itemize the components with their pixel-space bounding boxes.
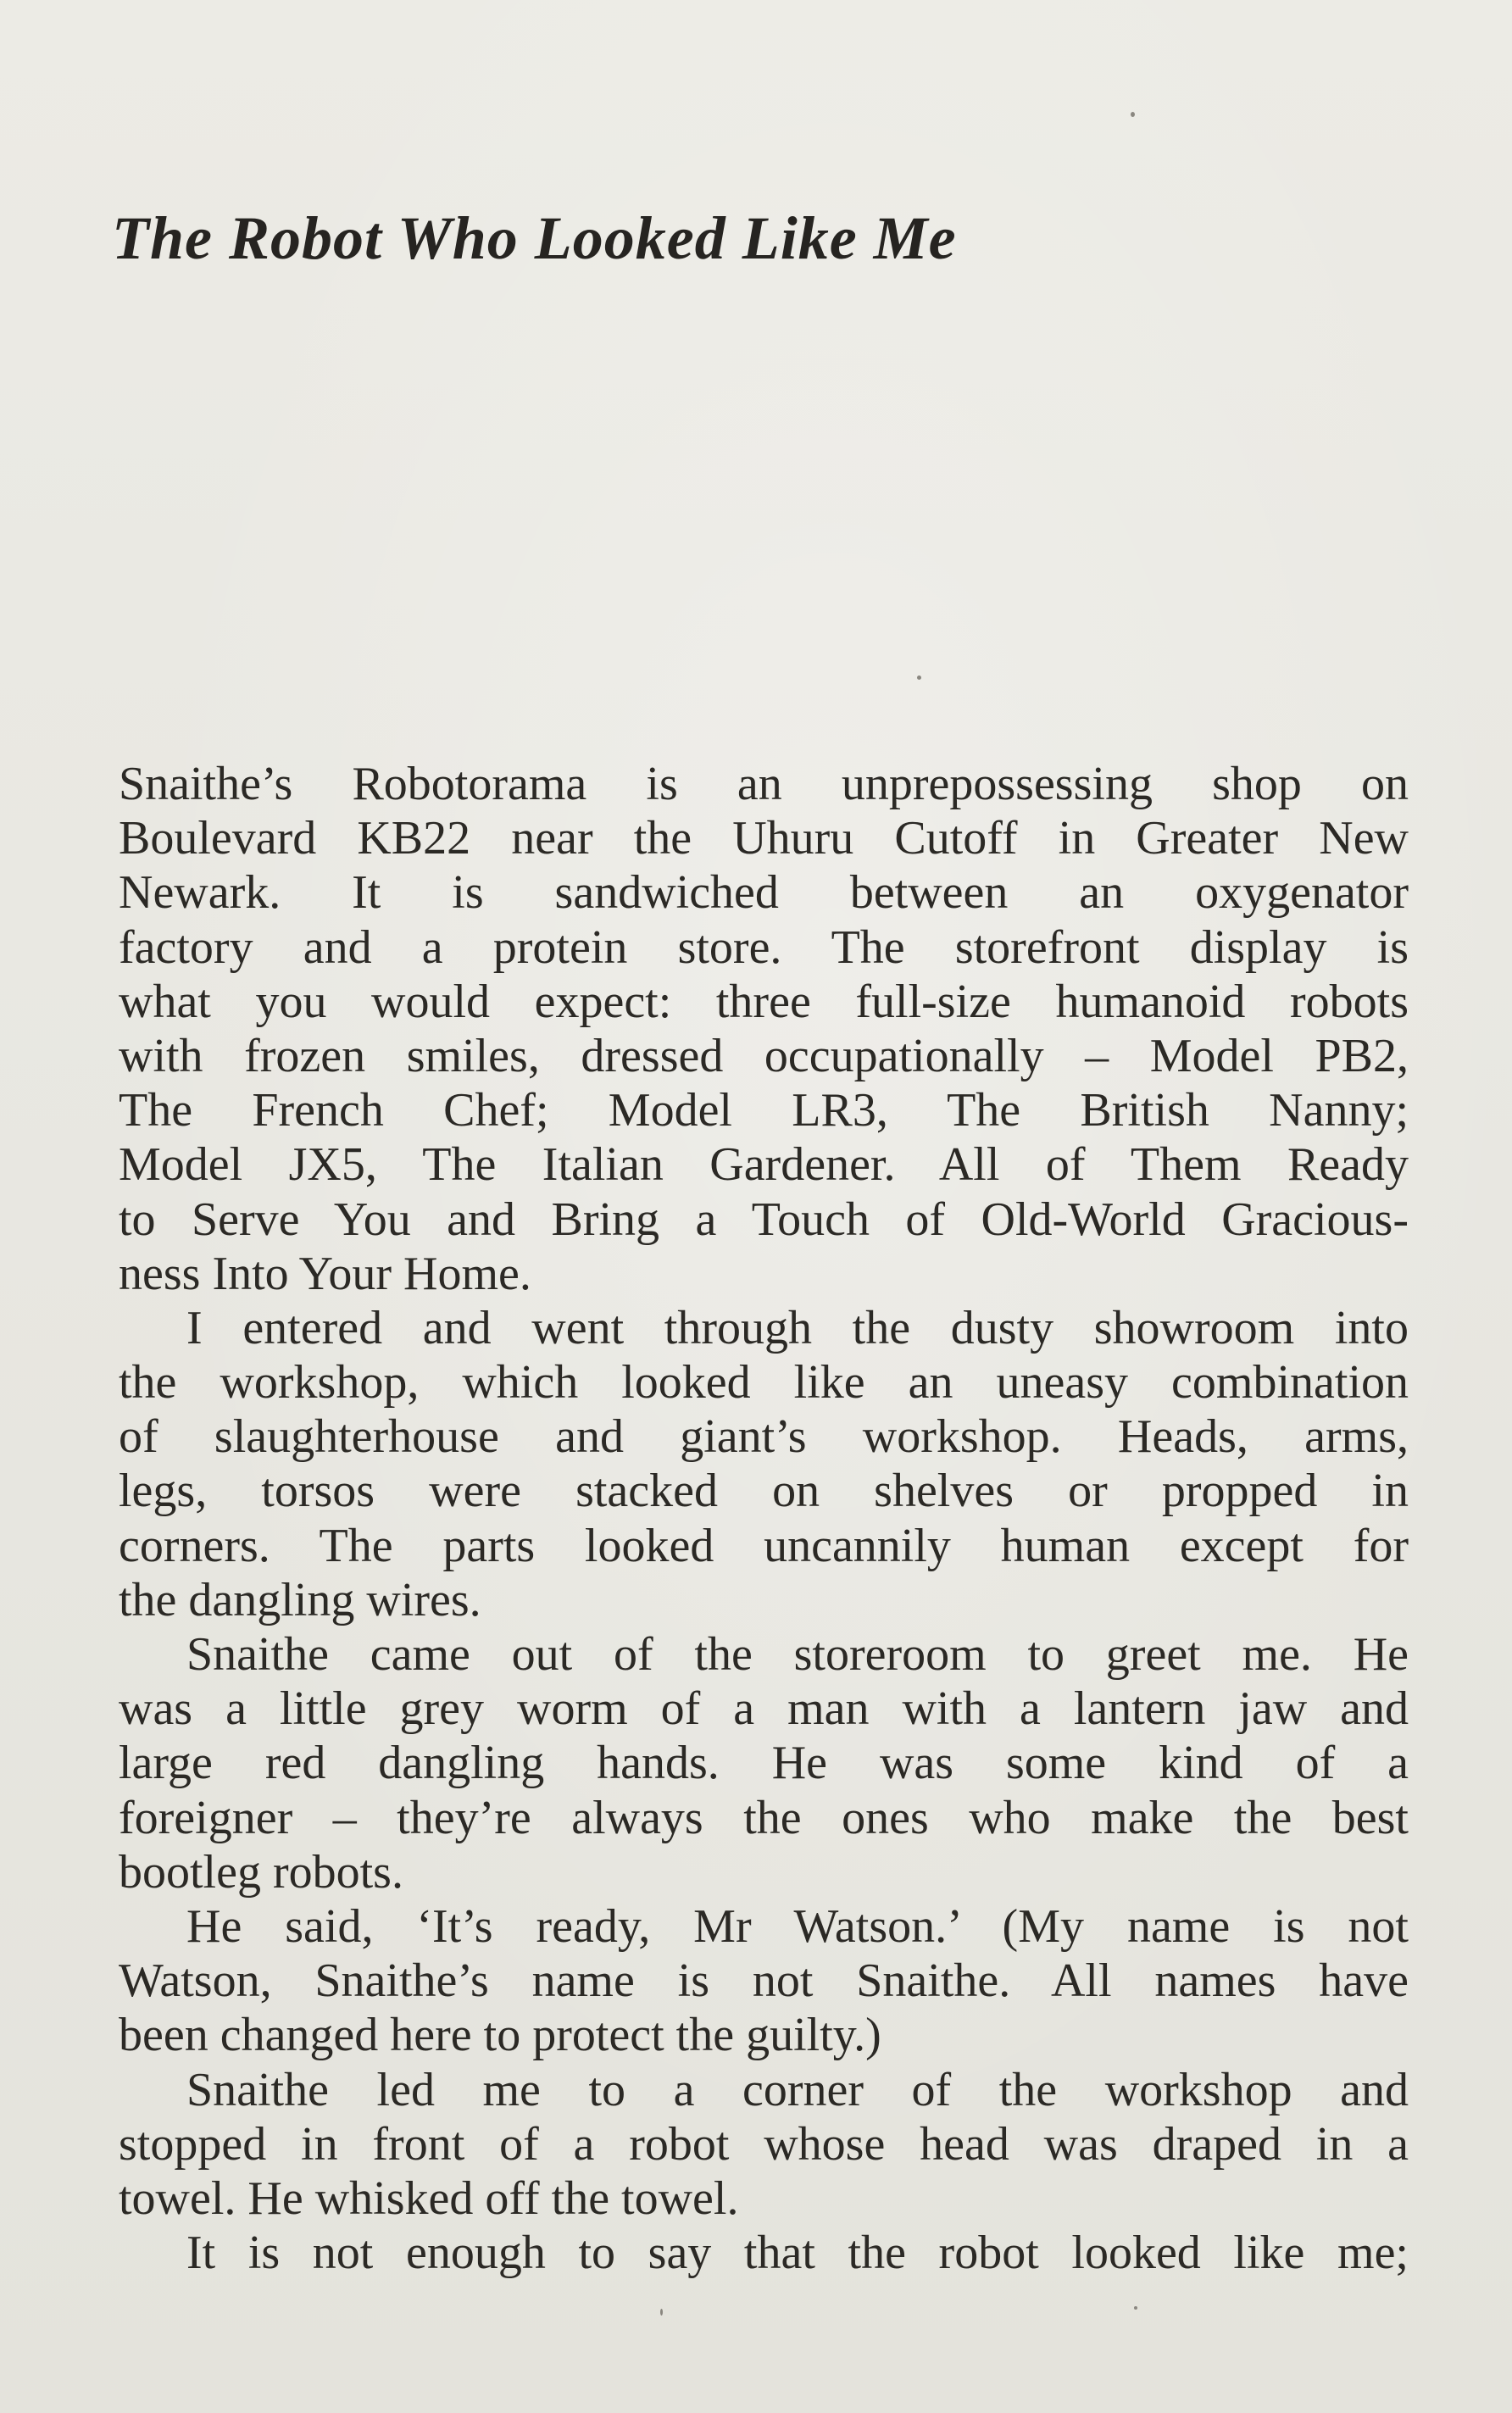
text-line: the workshop, which looked like an uneasy combination [119, 1356, 1409, 1409]
text-line: Newark. It is sandwiched between an oxygenator [119, 866, 1409, 920]
text-line: to Serve You and Bring a Touch of Old-World Gracious- [119, 1193, 1409, 1246]
text-line: corners. The parts looked uncannily human except for [119, 1519, 1409, 1572]
paper-speck [1134, 2306, 1137, 2310]
text-line: the dangling wires. [119, 1573, 481, 1626]
text-line: Model JX5, The Italian Gardener. All of Them Ready [119, 1138, 1409, 1192]
text-line: what you would expect: three full-size humanoid robots [119, 975, 1409, 1028]
text-line: ness Into Your Home. [119, 1247, 531, 1300]
text-line: Snaithe came out of the storeroom to greet me. He [186, 1628, 1409, 1681]
story-text [119, 757, 1409, 2280]
paragraph [119, 2063, 1409, 2227]
text-line: bootleg robots. [119, 1845, 403, 1899]
text-line: factory and a protein store. The storefront display is [119, 920, 1409, 974]
paragraph [119, 2226, 1409, 2280]
paragraph [119, 1627, 1409, 1899]
text-line: stopped in front of a robot whose head was draped in a [119, 2117, 1409, 2171]
chapter-title: The Robot Who Looked Like Me [112, 204, 957, 272]
paper-speck [660, 2309, 663, 2316]
paragraph [119, 1899, 1409, 2063]
text-line: Snaithe led me to a corner of the workshop and [186, 2063, 1409, 2116]
paper-speck [917, 676, 921, 680]
text-line: It is not enough to say that the robot looked like me; [186, 2227, 1409, 2280]
text-line: with frozen smiles, dressed occupationally – Model PB2, [119, 1029, 1409, 1082]
text-line: He said, ‘It’s ready, Mr Watson.’ (My name is not [186, 1899, 1409, 1953]
text-line: was a little grey worm of a man with a lantern jaw and [119, 1682, 1409, 1736]
text-line: been changed here to protect the guilty.) [119, 2009, 881, 2062]
text-line: foreigner – they’re always the ones who make the best [119, 1791, 1409, 1844]
text-line: large red dangling hands. He was some kind of a [119, 1737, 1409, 1790]
paragraph [119, 757, 1409, 1301]
text-line: The French Chef; Model LR3, The British Nanny; [119, 1084, 1409, 1137]
paper-speck [1131, 112, 1135, 117]
text-line: of slaughterhouse and giant’s workshop. Heads, arms, [119, 1410, 1409, 1464]
text-line: Watson, Snaithe’s name is not Snaithe. All names have [119, 1954, 1409, 2008]
text-line: I entered and went through the dusty showroom into [186, 1301, 1409, 1354]
text-line: towel. He whisked off the towel. [119, 2171, 739, 2225]
text-line: Boulevard KB22 near the Uhuru Cutoff in Greater New [119, 812, 1409, 865]
paragraph [119, 1301, 1409, 1627]
text-line: Snaithe’s Robotorama is an unprepossessing shop on [119, 758, 1409, 810]
text-line: legs, torsos were stacked on shelves or propped in [119, 1465, 1409, 1518]
